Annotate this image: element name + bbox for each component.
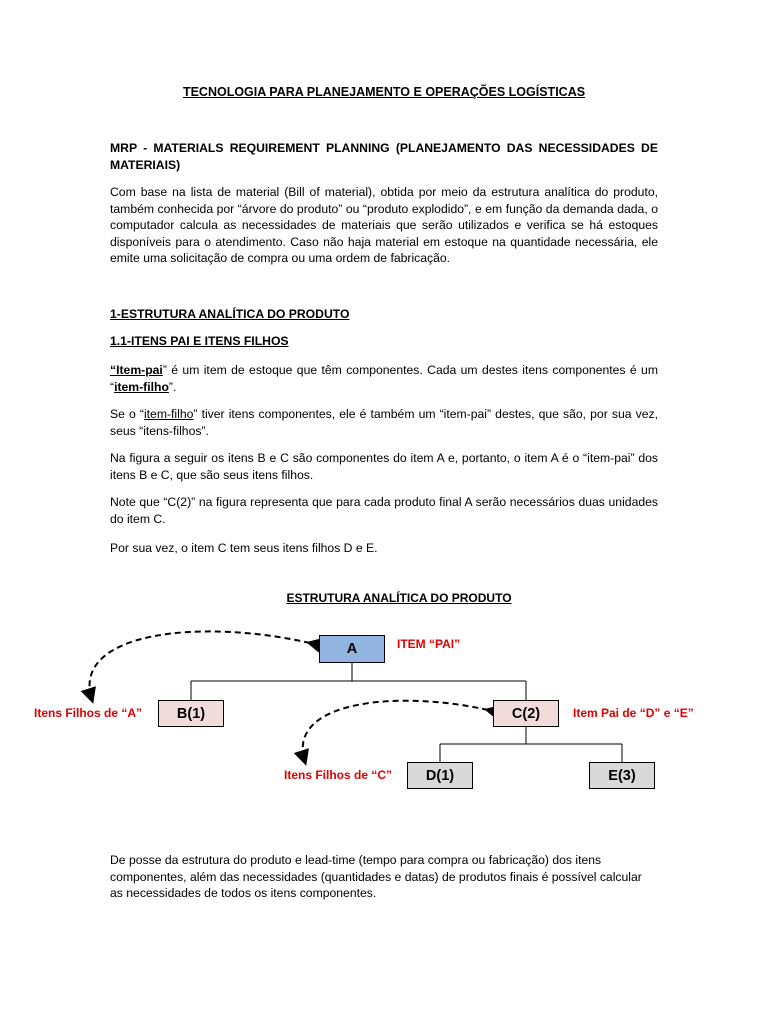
label-pai-de-d-e: Item Pai de “D” e “E” [573, 706, 694, 720]
paragraph-text: ” é um item de estoque que têm componentes. Cada um destes itens componentes é um “ [110, 363, 658, 394]
diagram-title: ESTRUTURA ANALÍTICA DO PRODUTO [286, 591, 512, 605]
node-d: D(1) [407, 762, 473, 789]
paragraph-note-c2: Note que “C(2)” na figura representa que para cada produto final A serão necessários duas unidades do item C. [110, 495, 658, 526]
label-filhos-c: Itens Filhos de “C” [284, 768, 393, 782]
term-item-pai: “Item-pai [110, 363, 163, 377]
paragraph-text: ” tiver itens componentes, ele é também um “item-pai” destes, que são, por sua vez, seus “itens-filhos”. [110, 407, 658, 438]
label-filhos-a: Itens Filhos de “A” [34, 706, 143, 720]
section-1-1-heading: 1.1-ITENS PAI E ITENS FILHOS [110, 334, 289, 348]
mrp-heading: MRP - MATERIALS REQUIREMENT PLANNING (PLANEJAMENTO DAS NECESSIDADES DE MATERIAIS) [110, 141, 658, 172]
paragraph-text: Se o “ [110, 407, 144, 421]
term-item-filho: item-filho [114, 379, 169, 394]
closing-paragraph: De posse da estrutura do produto e lead-time (tempo para compra ou fabricação) dos itens componentes, além das necessidades (quantidades e datas) de produtos finais é possível calcular as necessidades de todos os itens componentes. [110, 853, 642, 900]
paragraph-text: ”. [168, 379, 177, 394]
document-title: TECNOLOGIA PARA PLANEJAMENTO E OPERAÇÕES LOGÍSTICAS [182, 85, 586, 99]
node-a: A [319, 635, 385, 663]
node-c: C(2) [493, 700, 559, 727]
label-item-pai: ITEM “PAI” [397, 637, 461, 651]
node-b: B(1) [158, 700, 224, 727]
dashed-arrow-c-to-d [303, 701, 488, 762]
section-1-heading: 1-ESTRUTURA ANALÍTICA DO PRODUTO [110, 307, 350, 321]
paragraph-item-c-children: Por sua vez, o item C tem seus itens filhos D e E. [110, 541, 378, 555]
dashed-arrow-a-to-b [90, 631, 310, 700]
intro-paragraph: Com base na lista de material (Bill of material), obtida por meio da estrutura analítica do produto, também conhecida por “árvore do produto” ou “produto explodido”, e em função da demanda dada, o computador calcula as necessidades de materiais que serão utilizados e verifica se há estoques disponíveis para o atendimento. Caso não haja material em estoque na quantidade necessária, ele emite uma solicitação de compra ou uma ordem de fabricação. [110, 185, 658, 265]
paragraph-figure-explanation: Na figura a seguir os itens B e C são componentes do item A e, portanto, o item A é o “item-pai” dos itens B e C, que são seus itens filhos. [110, 451, 658, 482]
term-item-filho: item-filho [143, 407, 194, 421]
node-e: E(3) [589, 762, 655, 789]
